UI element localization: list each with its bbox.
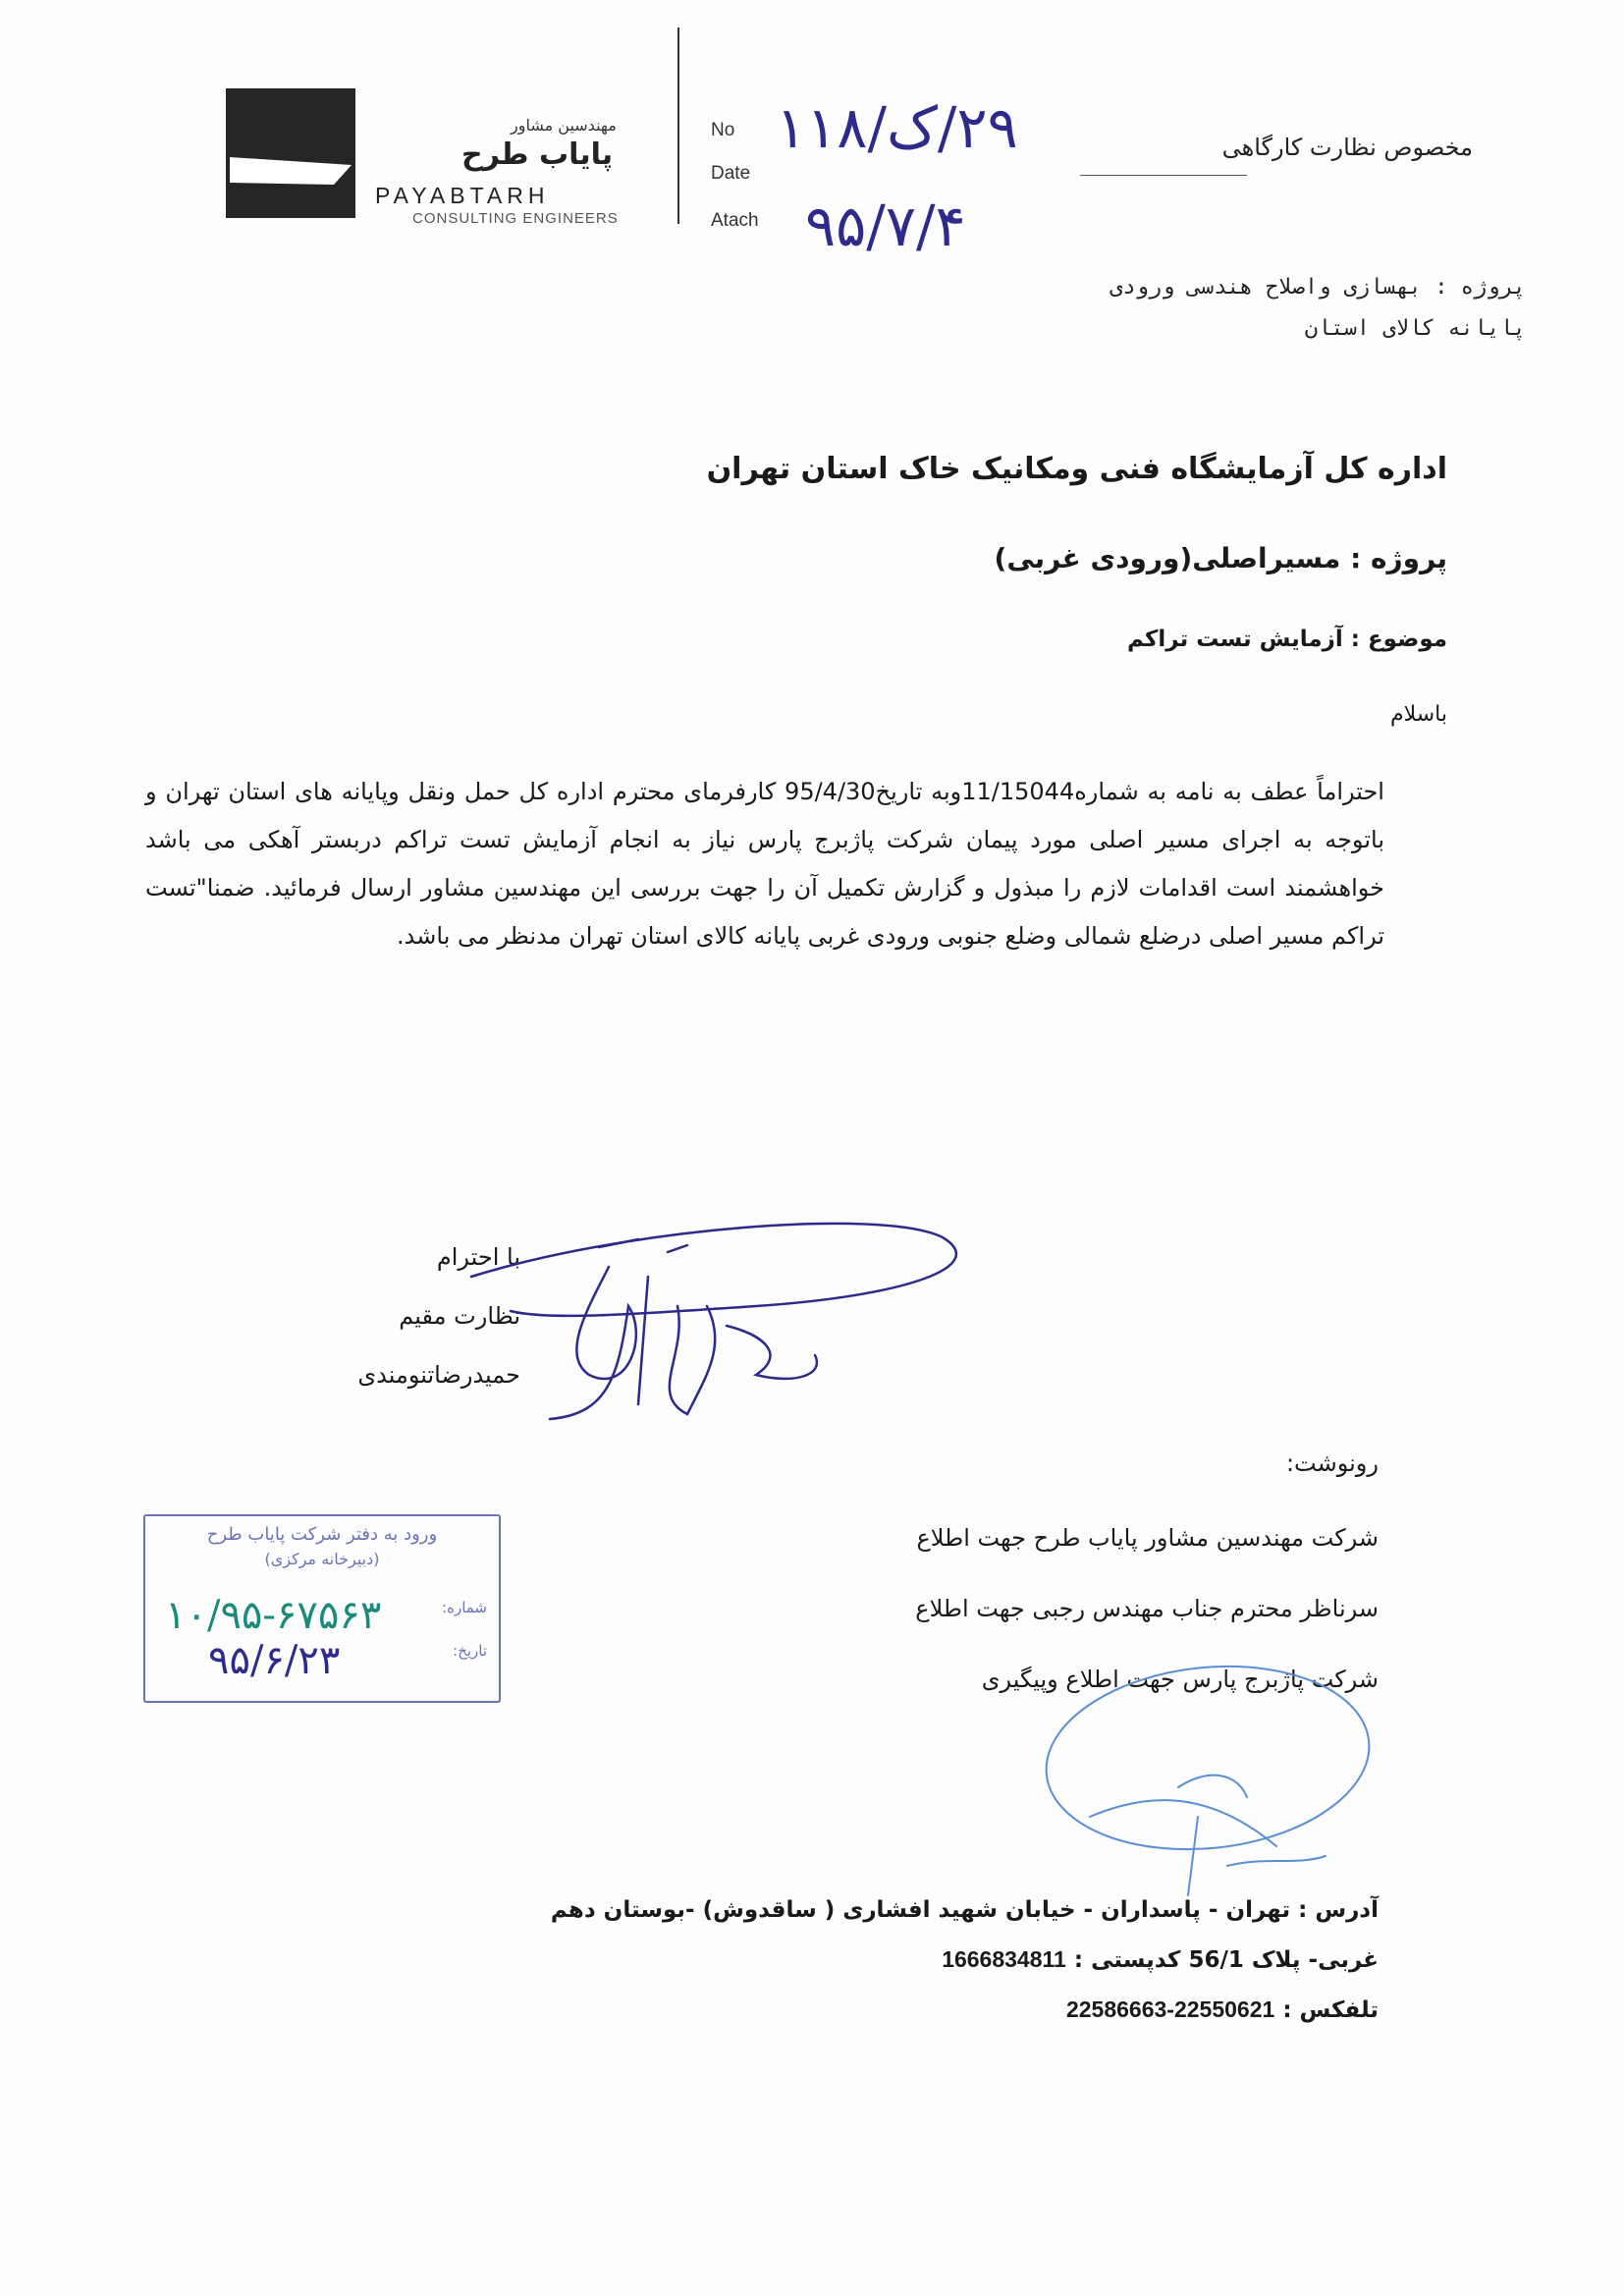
project-header-line1: پروژه : بهسازی واصلاح هندسی ورودی <box>1110 275 1526 300</box>
stamp-date-label: تاریخ: <box>453 1642 487 1660</box>
stamp-date: ۹۵/۶/۲۳ <box>208 1638 341 1683</box>
supervision-underline <box>1080 175 1247 176</box>
cc-title: رونوشت: <box>1285 1449 1379 1477</box>
signature-block <box>226 1228 520 1404</box>
date-label: Date <box>711 163 751 184</box>
address-line2-prefix: غربی- پلاک 56/1 کدپستی : <box>1073 1947 1379 1973</box>
logo-subtitle-fa: مهندسین مشاور <box>511 116 617 135</box>
postal-code: 1666834811 <box>942 1946 1066 1972</box>
address-line1: آدرس : تهران - پاسداران - خیابان شهید افشاری ( ساقدوش) -بوستان دهم <box>550 1897 1379 1923</box>
logo-subtitle-en: CONSULTING ENGINEERS <box>412 210 619 227</box>
cc-item: سرناظر محترم جناب مهندس رجبی جهت اطلاع <box>915 1595 1379 1622</box>
company-logo <box>226 88 355 218</box>
cc-list <box>915 1503 1379 1715</box>
stamp-number-label: شماره: <box>442 1599 487 1616</box>
header-divider <box>677 27 679 224</box>
logo-title-fa: پایاب طرح <box>461 137 614 172</box>
address-block <box>551 1886 1379 2035</box>
signer-role: نظارت مقیم <box>399 1302 520 1330</box>
letter-date: ۹۵/۷/۴ <box>805 192 966 259</box>
address-line3 <box>551 1985 1379 2035</box>
regards: با احترام <box>436 1243 520 1271</box>
letter-body-paragraph: احتراماً عطف به نامه به شماره11/15044وبه تاریخ95/4/30 کارفرمای محترم اداره کل حمل ونقل وپایانه های استان تهران و باتوجه به اجرای مسیر اصلی مورد پیمان شرکت پاژبرج پارس نیاز به انجام آزمایش تست تراکم دربستر آهکی می باشد خواهشمند است اقدامات لازم را مبذول و گزارش تکمیل آن را جهت بررسی این مهندسین مشاور ارسال فرمائید. ضمنا"تست تراکم مسیر اصلی درضلع شمالی وضلع جنوبی ورودی غربی پایانه کالای استان تهران مدنظر می باشد. <box>145 778 1384 950</box>
stamp-title: ورود به دفتر شرکت پایاب طرح <box>206 1524 438 1545</box>
greeting: باسلام <box>1389 702 1447 727</box>
stamp-subtitle: (دبیرخانه مرکزی) <box>264 1550 380 1568</box>
recipient: اداره کل آزمایشگاه فنی ومکانیک خاک استان تهران <box>706 452 1447 486</box>
cc-item: شرکت پاژبرج پارس جهت اطلاع وپیگیری <box>981 1666 1379 1693</box>
logo-mark-icon <box>226 88 355 218</box>
stamp-number: ۱۰/۹۵-۶۷۵۶۳ <box>165 1593 382 1638</box>
logo-title-en: PAYABTARH <box>375 183 550 208</box>
project-header <box>1110 267 1526 350</box>
supervision-title: مخصوص نظارت کارگاهی <box>1221 134 1473 161</box>
receipt-stamp <box>143 1514 501 1703</box>
atach-label: Atach <box>711 210 759 231</box>
signer-name: حمیدرضاتنومندی <box>357 1361 520 1389</box>
address-line2 <box>551 1935 1379 1985</box>
project-line: پروژه : مسیراصلی(ورودی غربی) <box>994 542 1447 574</box>
letter-number: ۲۹/ک/۱۱۸ <box>776 94 1018 161</box>
subject-line: موضوع : آزمایش تست تراکم <box>1126 627 1447 652</box>
telfax-label: تلفکس : <box>1282 1997 1379 2023</box>
no-label: No <box>711 120 735 140</box>
project-header-line2: پایانه کالای استان <box>1304 316 1526 341</box>
signer-signature-icon <box>471 1224 956 1419</box>
telfax-number: 22550621-22586663 <box>1065 1996 1275 2022</box>
cc-item: شرکت مهندسین مشاور پایاب طرح جهت اطلاع <box>916 1524 1379 1552</box>
letter-body <box>145 768 1384 960</box>
